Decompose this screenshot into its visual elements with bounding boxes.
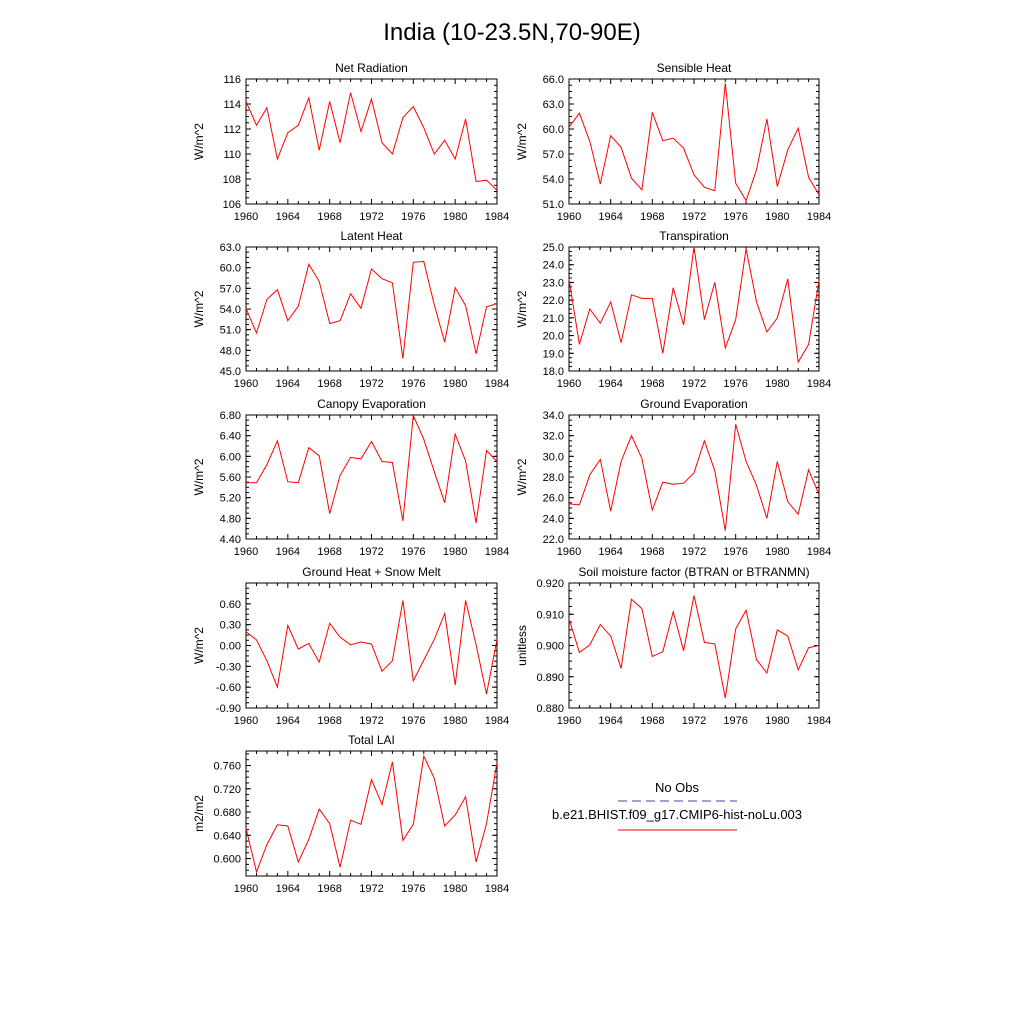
panel-6 (192, 565, 509, 727)
x-tick-label: 1972 (359, 883, 384, 895)
x-tick-label: 1960 (556, 715, 582, 727)
x-tick-label: 1984 (484, 883, 510, 895)
x-tick-label: 1984 (484, 378, 510, 390)
y-tick-label: 24.0 (542, 513, 564, 526)
x-tick-label: 1984 (484, 715, 510, 727)
x-tick-label: 1976 (723, 211, 748, 223)
series-line (569, 247, 819, 362)
x-tick-label: 1972 (681, 715, 707, 727)
x-tick-label: 1960 (556, 378, 582, 390)
x-tick-label: 1972 (359, 378, 384, 390)
y-tick-label: 0.910 (536, 609, 564, 622)
panel-4 (192, 397, 509, 558)
x-tick-label: 1968 (317, 715, 342, 727)
y-tick-label: 19.0 (542, 348, 564, 361)
x-tick-label: 1964 (598, 378, 623, 390)
x-tick-label: 1980 (765, 211, 790, 223)
y-tick-label: 5.60 (219, 472, 241, 484)
y-tick-label: -0.60 (215, 682, 241, 695)
y-tick-label: 6.00 (219, 451, 241, 464)
x-tick-label: 1960 (233, 211, 259, 223)
figure-title: India (10-23.5N,70-90E) (383, 19, 641, 46)
y-tick-label: -0.90 (215, 703, 241, 715)
x-tick-label: 1960 (233, 715, 259, 727)
y-tick-label: 4.40 (219, 534, 241, 546)
y-tick-label: 23.0 (542, 277, 564, 290)
x-tick-label: 1976 (723, 378, 748, 390)
x-tick-label: 1984 (806, 211, 832, 223)
panel-5 (515, 397, 831, 558)
y-tick-label: 0.760 (213, 760, 241, 773)
y-tick-label: 60.0 (219, 262, 241, 275)
x-tick-label: 1960 (233, 546, 259, 558)
x-tick-label: 1964 (598, 211, 623, 223)
y-tick-label: 0.00 (219, 640, 241, 653)
x-tick-label: 1968 (640, 378, 665, 390)
x-tick-label: 1976 (723, 715, 748, 727)
x-tick-label: 1980 (442, 883, 468, 895)
y-tick-label: 51.0 (219, 324, 241, 337)
x-tick-label: 1980 (765, 378, 790, 390)
x-tick-label: 1968 (317, 211, 342, 223)
series-line (246, 756, 497, 872)
y-axis-label: W/m^2 (192, 123, 206, 160)
x-tick-label: 1976 (401, 378, 426, 390)
panel-1 (515, 61, 831, 223)
y-tick-label: 5.20 (219, 492, 241, 505)
plot-frame (246, 415, 497, 539)
x-tick-label: 1976 (401, 211, 426, 223)
x-tick-label: 1976 (723, 546, 748, 558)
x-tick-label: 1968 (317, 883, 342, 895)
panels (192, 61, 831, 895)
y-axis-label: W/m^2 (515, 458, 529, 496)
x-tick-label: 1972 (681, 546, 707, 558)
y-tick-label: 54.0 (219, 304, 241, 316)
y-tick-label: 0.640 (213, 830, 241, 843)
plot-frame (246, 751, 497, 876)
panel-3 (515, 229, 831, 390)
x-tick-label: 1964 (598, 546, 623, 558)
legend-model-label: b.e21.BHIST.f09_g17.CMIP6-hist-noLu.003 (551, 807, 803, 822)
y-tick-label: 0.900 (536, 640, 564, 653)
series-line (569, 83, 819, 201)
panel-title: Latent Heat (340, 229, 403, 243)
x-tick-label: 1980 (442, 546, 468, 558)
x-tick-label: 1972 (359, 211, 384, 223)
legend-obs-label: No Obs (654, 780, 700, 795)
y-axis-label: W/m^2 (192, 290, 206, 328)
y-tick-label: 63.0 (542, 99, 564, 111)
x-tick-label: 1968 (317, 378, 342, 390)
y-tick-label: 112 (223, 124, 241, 136)
y-tick-label: 106 (222, 199, 241, 211)
x-tick-label: 1960 (556, 546, 582, 558)
y-tick-label: 0.920 (536, 578, 564, 590)
y-tick-label: 57.0 (219, 283, 241, 296)
y-tick-label: 34.0 (542, 410, 564, 422)
y-tick-label: 63.0 (219, 242, 241, 254)
y-tick-label: 28.0 (542, 472, 564, 484)
y-tick-label: 0.680 (213, 807, 241, 820)
x-tick-label: 1964 (275, 211, 301, 223)
panel-2 (192, 229, 509, 390)
y-tick-label: 4.80 (219, 513, 241, 526)
y-tick-label: 48.0 (219, 345, 241, 358)
x-tick-label: 1984 (806, 546, 832, 558)
y-tick-label: 26.0 (542, 492, 564, 505)
y-tick-label: 22.0 (542, 534, 564, 546)
y-tick-label: 114 (223, 99, 241, 111)
y-tick-label: 45.0 (219, 366, 241, 378)
series-line (246, 416, 497, 524)
series-line (569, 424, 819, 530)
x-tick-label: 1964 (275, 546, 301, 558)
y-tick-label: 0.880 (536, 703, 564, 715)
x-tick-label: 1976 (401, 546, 426, 558)
panel-7 (515, 565, 831, 727)
panel-0 (192, 61, 509, 223)
y-tick-label: 0.30 (219, 619, 241, 632)
x-tick-label: 1980 (765, 715, 790, 727)
y-axis-label: W/m^2 (192, 458, 206, 496)
y-tick-label: 66.0 (542, 74, 564, 86)
x-tick-label: 1964 (275, 378, 301, 390)
panel-title: Canopy Evaporation (317, 397, 426, 411)
x-tick-label: 1964 (275, 715, 301, 727)
x-tick-label: 1984 (806, 378, 832, 390)
y-tick-label: 25.0 (542, 242, 564, 254)
series-line (246, 262, 497, 359)
series-line (569, 596, 819, 699)
y-axis-label: W/m^2 (515, 290, 529, 328)
legend (552, 780, 802, 830)
panel-title: Ground Evaporation (640, 397, 748, 411)
x-tick-label: 1976 (401, 883, 426, 895)
y-tick-label: -0.30 (215, 661, 241, 674)
y-tick-label: 0.890 (536, 671, 564, 684)
x-tick-label: 1968 (640, 211, 665, 223)
y-tick-label: 51.0 (542, 199, 564, 211)
y-tick-label: 21.0 (542, 312, 564, 325)
plot-frame (569, 247, 819, 371)
y-tick-label: 22.0 (542, 295, 564, 308)
y-axis-label: W/m^2 (192, 627, 206, 664)
panel-title: Transpiration (659, 229, 729, 243)
y-tick-label: 20.0 (542, 330, 564, 343)
y-tick-label: 0.720 (213, 783, 241, 796)
y-axis-label: unitless (515, 625, 529, 666)
panel-8 (192, 733, 509, 895)
x-tick-label: 1984 (484, 211, 510, 223)
y-tick-label: 110 (223, 149, 241, 161)
y-tick-label: 108 (222, 174, 241, 186)
x-tick-label: 1960 (233, 378, 259, 390)
x-tick-label: 1984 (484, 546, 510, 558)
plot-frame (569, 583, 819, 708)
x-tick-label: 1972 (681, 211, 707, 223)
x-tick-label: 1980 (442, 378, 468, 390)
y-tick-label: 0.600 (213, 853, 241, 866)
y-tick-label: 24.0 (542, 259, 564, 272)
x-tick-label: 1964 (275, 883, 301, 895)
panel-title: Ground Heat + Snow Melt (302, 565, 441, 579)
x-tick-label: 1964 (598, 715, 623, 727)
x-tick-label: 1980 (765, 546, 790, 558)
x-tick-label: 1980 (442, 211, 468, 223)
y-tick-label: 60.0 (542, 124, 564, 136)
x-tick-label: 1968 (317, 546, 342, 558)
panel-title: Net Radiation (335, 61, 408, 75)
plot-frame (246, 583, 497, 708)
y-axis-label: W/m^2 (515, 123, 529, 160)
y-axis-label: m2/m2 (192, 795, 206, 832)
x-tick-label: 1972 (359, 546, 384, 558)
y-tick-label: 6.80 (219, 410, 241, 422)
y-tick-label: 32.0 (542, 430, 564, 443)
x-tick-label: 1960 (233, 883, 259, 895)
x-tick-label: 1976 (401, 715, 426, 727)
plot-frame (569, 79, 819, 204)
y-tick-label: 54.0 (542, 174, 564, 186)
panel-title: Total LAI (348, 733, 395, 747)
x-tick-label: 1968 (640, 546, 665, 558)
panel-title: Soil moisture factor (BTRAN or BTRANMN) (578, 565, 810, 579)
y-tick-label: 6.40 (219, 430, 241, 443)
series-line (246, 600, 497, 694)
y-tick-label: 18.0 (542, 366, 564, 378)
x-tick-label: 1980 (442, 715, 468, 727)
panel-title: Sensible Heat (656, 61, 732, 75)
x-tick-label: 1984 (806, 715, 832, 727)
x-tick-label: 1968 (640, 715, 665, 727)
y-tick-label: 0.60 (219, 598, 241, 611)
x-tick-label: 1972 (359, 715, 384, 727)
y-tick-label: 116 (223, 74, 241, 86)
series-line (246, 93, 497, 191)
x-tick-label: 1960 (556, 211, 582, 223)
x-tick-label: 1972 (681, 378, 707, 390)
y-tick-label: 57.0 (542, 149, 564, 161)
y-tick-label: 30.0 (542, 451, 564, 464)
